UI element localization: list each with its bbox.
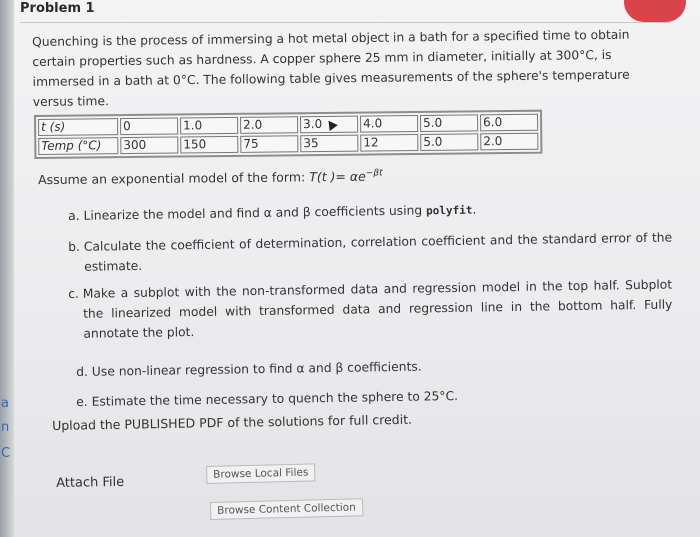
table-header-time: t (s) [38, 118, 118, 136]
upload-instruction: Upload the PUBLISHED PDF of the solutions for full credit. [52, 411, 413, 433]
left-edge-glyph: n [1, 420, 10, 435]
browse-content-collection-button[interactable]: Browse Content Collection [210, 498, 363, 520]
item-text: Calculate the coefficient of determination, correlation coefficient and the standard error of the estimate. [83, 230, 673, 274]
model-formula: T(t )= αe [309, 168, 366, 185]
left-edge-glyph: a [1, 396, 9, 411]
table-cell-value: 3.0 [303, 116, 323, 132]
item-letter: e. [76, 394, 88, 409]
measurement-table [34, 110, 542, 159]
table-row [38, 133, 538, 155]
item-text: Estimate the time necessary to quench the sphere to 25°C. [91, 389, 459, 409]
browse-local-files-button[interactable]: Browse Local Files [206, 463, 316, 484]
table-cell: 300 [120, 136, 178, 154]
model-assumption [38, 168, 383, 187]
left-edge-glyph: C [1, 446, 11, 461]
item-text: Linearize the model and find α and β coefficients using [83, 203, 427, 223]
assumption-text: Assume an exponential model of the form: [38, 169, 310, 188]
table-cell: 75 [240, 135, 298, 153]
left-window-edge [0, 0, 14, 537]
table-cell: 12 [360, 134, 418, 152]
table-cell: 2.0 [240, 116, 298, 134]
item-text: Make a subplot with the non-transformed data and regression model in the top half. Subplot the linearized model with transformed data and regression line in the bottom half. Fully annotate the plot. [82, 277, 673, 341]
code-keyword: polyfit [425, 203, 473, 218]
item-punct: . [472, 202, 477, 217]
problem-description: Quenching is the process of immersing a hot metal object in a bath for a specified time to obtain certain properties such as hardness. A copper sphere 25 mm in diameter, initially at 300°C, is immersed in a bath at 0°C. The following table gives measurements of the sphere's temperature versus time. [32, 27, 630, 109]
item-text: Use non-linear regression to find α and β coefficients. [91, 359, 422, 379]
table-cell [300, 116, 358, 134]
question-item-c [68, 275, 673, 344]
table-cell: 0 [120, 117, 178, 135]
attach-file-label: Attach File [56, 474, 125, 491]
item-letter: d. [76, 364, 88, 379]
item-letter: c. [68, 286, 79, 301]
problem-title: Problem 1 [20, 0, 670, 23]
item-letter: a. [68, 208, 80, 223]
table-cell: 5.0 [420, 114, 478, 132]
table-cell: 4.0 [360, 115, 418, 133]
table-header-temp: Temp (°C) [38, 137, 118, 155]
table-cell: 35 [300, 135, 358, 153]
table-cell: 6.0 [480, 114, 538, 132]
question-item-d [76, 353, 636, 382]
mouse-cursor-icon [325, 118, 338, 131]
question-item-a [68, 197, 668, 227]
question-item-e [76, 383, 636, 412]
table-cell: 1.0 [180, 117, 238, 135]
table-cell: 2.0 [480, 133, 538, 151]
table-cell: 5.0 [420, 133, 478, 151]
item-letter: b. [68, 239, 80, 254]
question-item-b [68, 228, 673, 277]
table-cell: 150 [180, 136, 238, 154]
formula-exponent: −βt [365, 168, 383, 179]
